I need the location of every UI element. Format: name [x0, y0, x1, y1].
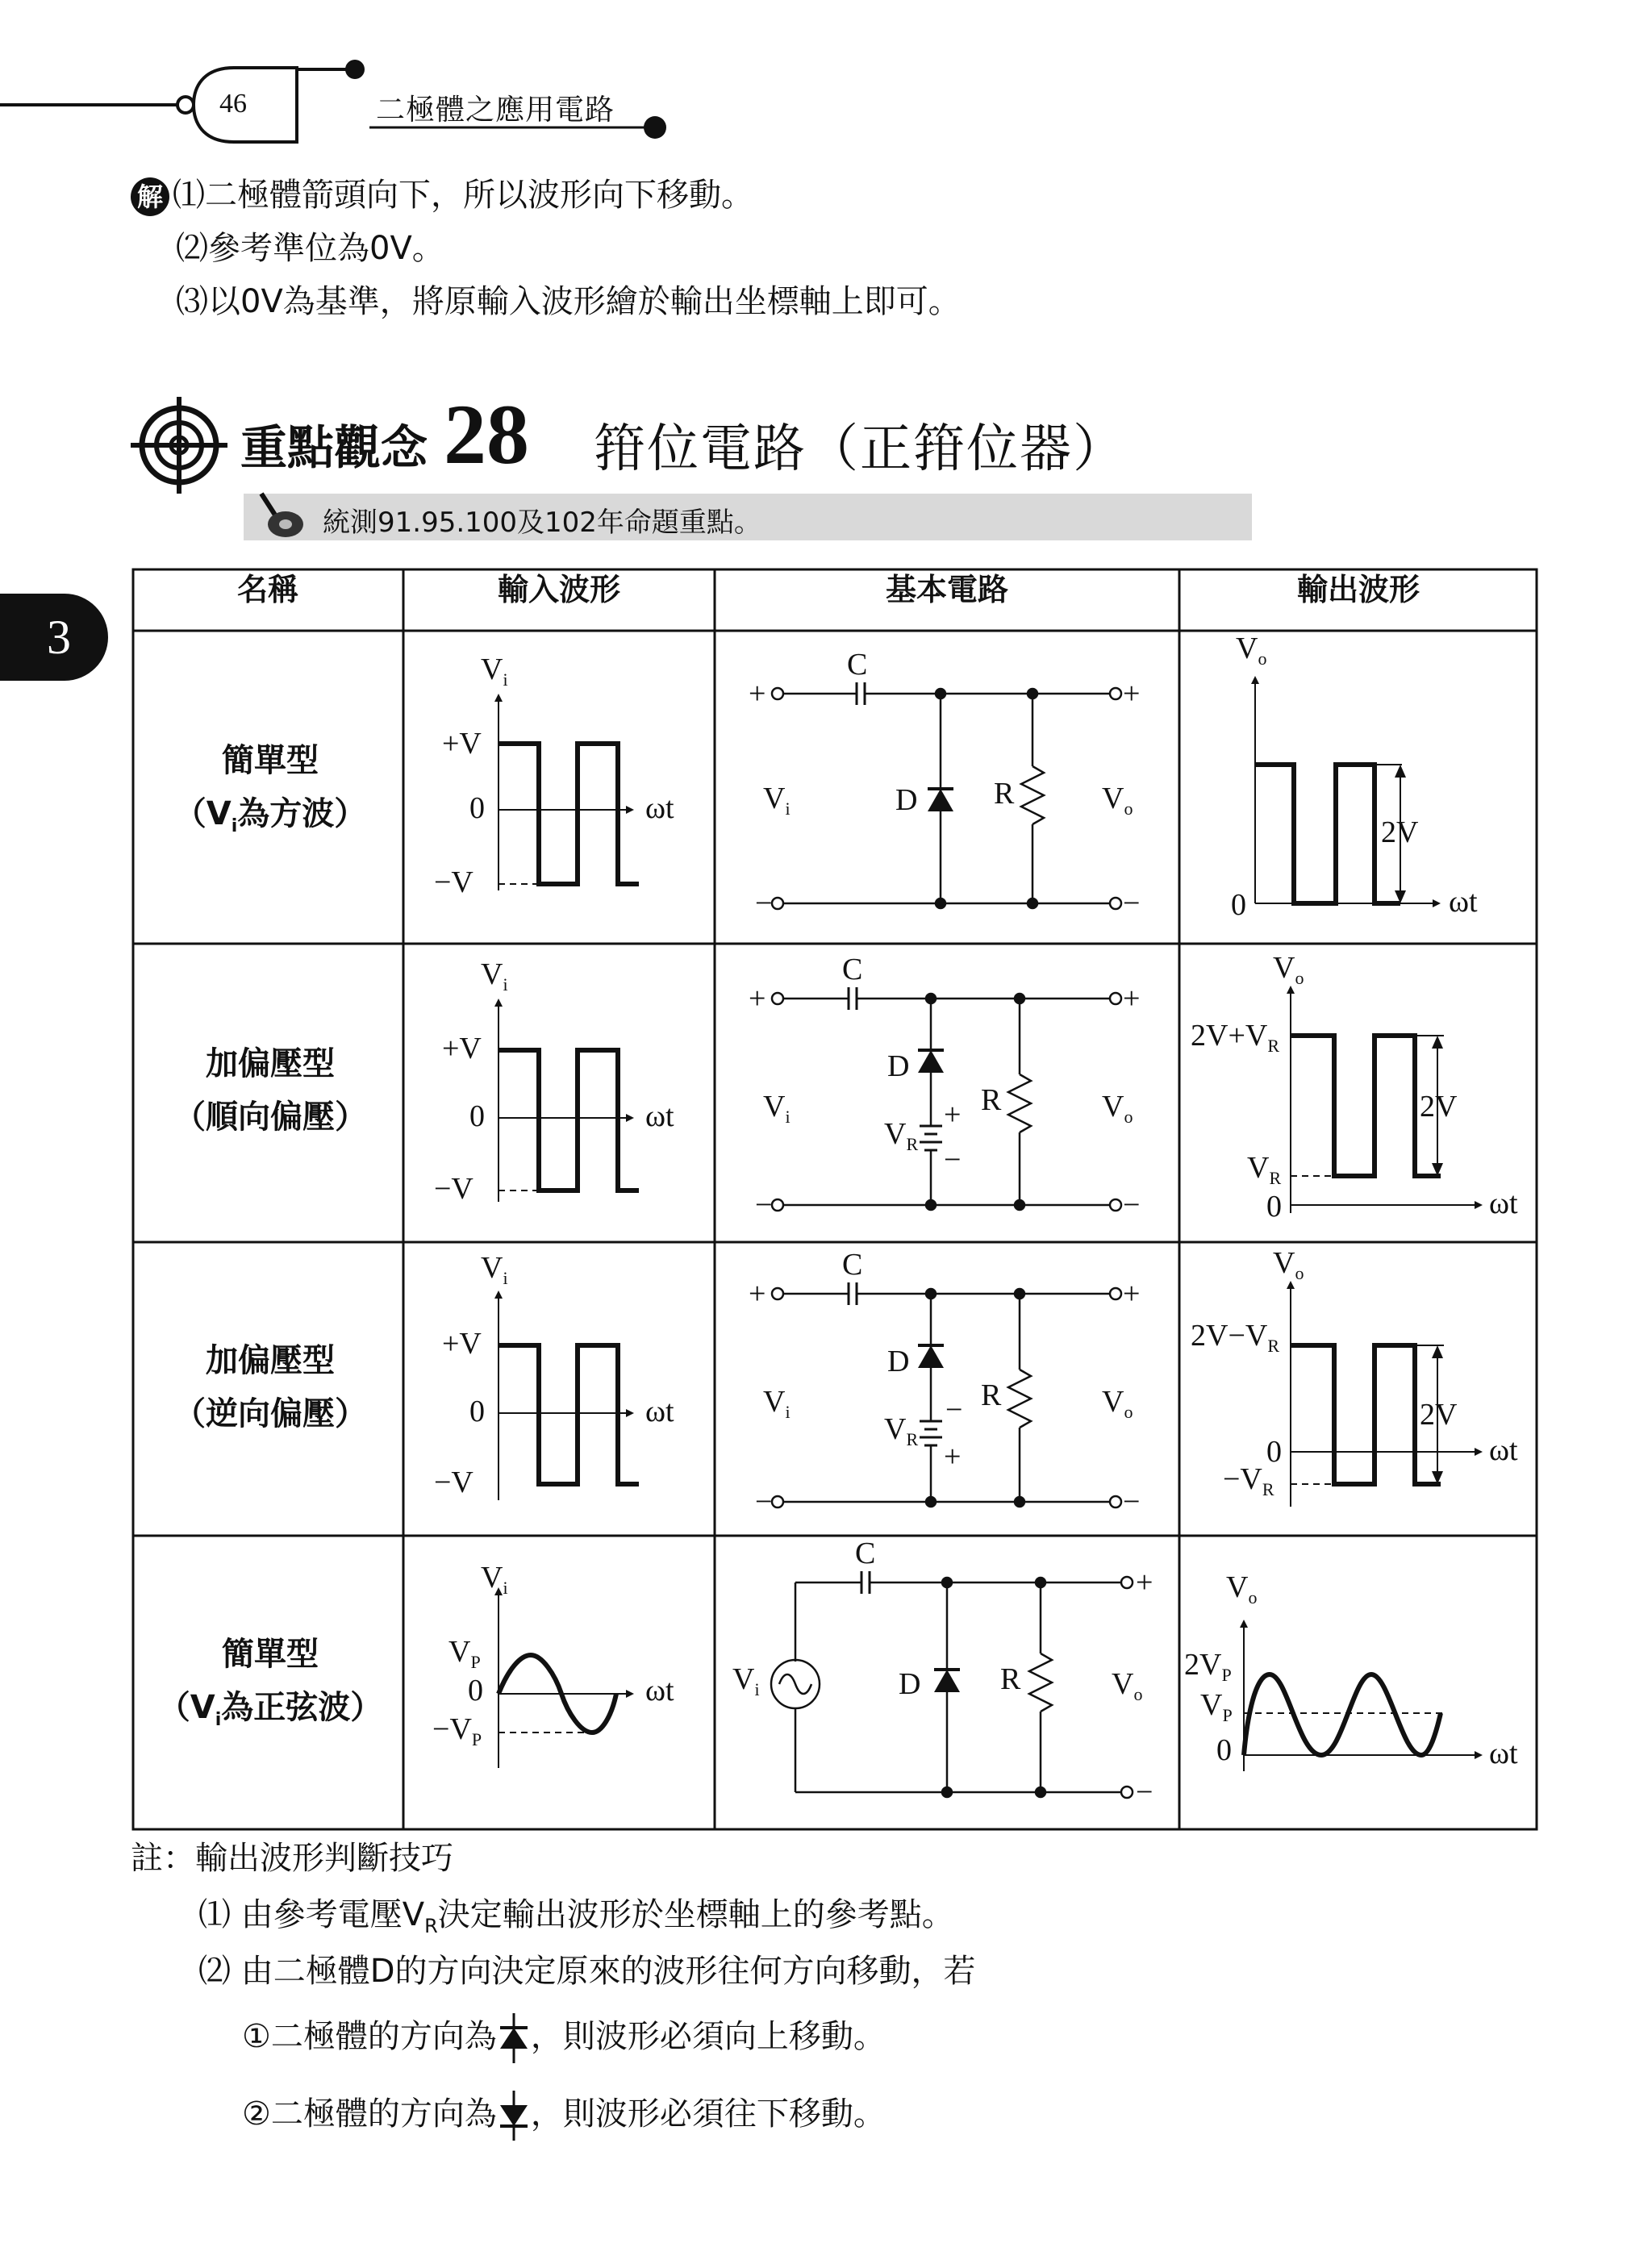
in1-negv: −V	[434, 865, 473, 899]
in2-negv: −V	[434, 1172, 473, 1206]
c3-vi: $V_i$	[763, 1385, 791, 1422]
row3-name: 加偏壓型 （逆向偏壓）	[173, 1342, 367, 1432]
in1-wt: ωt	[645, 791, 674, 825]
in3-vi: $V_i$	[481, 1251, 508, 1288]
c4-cap: C	[855, 1537, 876, 1570]
c2-vr: $V_R$	[884, 1117, 919, 1154]
in1-zero: 0	[469, 791, 485, 825]
c4-plus-out: +	[1136, 1566, 1153, 1599]
c2-vi: $V_i$	[763, 1090, 791, 1127]
in2-vi: $V_i$	[481, 957, 508, 994]
diode-up-icon	[497, 2013, 531, 2063]
o4-zero: 0	[1216, 1733, 1232, 1767]
in4-zero: 0	[468, 1674, 483, 1708]
c1-vi: $V_i$	[763, 782, 791, 819]
c3-vr-minus: −	[945, 1393, 963, 1427]
c3-r: R	[981, 1378, 1002, 1412]
c2-plus-out: +	[1123, 982, 1141, 1015]
o2-zero: 0	[1266, 1190, 1282, 1224]
o2-wt: ωt	[1489, 1186, 1518, 1220]
c1-cap: C	[847, 648, 868, 682]
solution-line-3: ⑶以0V為基準，將原輸入波形繪於輸出坐標軸上即可。	[176, 283, 961, 320]
c3-plus-out: +	[1123, 1277, 1141, 1311]
output-row1	[1255, 678, 1439, 903]
o3-wt: ωt	[1489, 1433, 1518, 1467]
in1-vi: $V_i$	[481, 653, 508, 690]
in4-negvp: $-V_P$	[432, 1712, 482, 1749]
row2-name: 加偏壓型 （順向偏壓）	[173, 1045, 367, 1136]
o3-zero: 0	[1266, 1435, 1282, 1469]
o1-wt: ωt	[1449, 885, 1478, 919]
row4-name: 簡單型 （$V_i$為正弦波）	[157, 1636, 383, 1730]
solution-line-2: ⑵參考準位為0V。	[176, 230, 444, 267]
chapter-title: 二極體之應用電路	[376, 94, 615, 127]
in2-zero: 0	[469, 1099, 485, 1133]
o2-vr: $V_R$	[1247, 1151, 1282, 1188]
row1-name: 簡單型 （$V_i$為方波）	[173, 742, 367, 836]
in2-posv: +V	[442, 1032, 482, 1065]
o2-vo: $V_o$	[1273, 951, 1304, 988]
header-input: 輸入波形	[497, 572, 620, 607]
o3-vo: $V_o$	[1273, 1246, 1304, 1283]
c2-d: D	[887, 1049, 910, 1083]
c2-vr-plus: +	[944, 1098, 962, 1132]
o2-2v: 2V	[1420, 1090, 1458, 1124]
c3-cap: C	[842, 1248, 863, 1282]
c3-minus-out: −	[1123, 1485, 1141, 1519]
notes-item2: ⑵ 由二極體D的方向決定原來的波形往何方向移動，若	[198, 1953, 976, 1990]
output-row3	[1291, 1282, 1481, 1507]
o2-top: $2V+V_R$	[1191, 1019, 1280, 1056]
solution-badge: 解	[131, 177, 169, 216]
c1-r: R	[994, 777, 1015, 811]
c4-r: R	[1000, 1662, 1021, 1696]
page-number: 46	[219, 89, 247, 119]
c1-d: D	[895, 783, 918, 817]
in3-zero: 0	[469, 1395, 485, 1428]
circuit-row4	[771, 1571, 1133, 1798]
o3-2v: 2V	[1420, 1398, 1458, 1432]
header-circuit: 基本電路	[885, 572, 1008, 607]
chapter-tab: 3	[0, 594, 108, 681]
c2-minus-in: −	[755, 1188, 773, 1222]
in3-negv: −V	[434, 1466, 473, 1499]
in4-vp: $V_P$	[448, 1635, 481, 1672]
o4-2vp: $2V_P$	[1184, 1648, 1232, 1685]
o3-neg: $-V_R$	[1223, 1462, 1274, 1499]
c4-d: D	[899, 1667, 921, 1701]
in1-posv: +V	[442, 727, 482, 761]
c3-vr-plus: +	[944, 1440, 962, 1474]
c2-r: R	[981, 1083, 1002, 1117]
c3-d: D	[887, 1345, 910, 1378]
c2-cap: C	[842, 953, 863, 986]
o1-vo: $V_o$	[1236, 632, 1267, 669]
o4-wt: ωt	[1489, 1737, 1518, 1770]
diode-down-icon	[497, 2091, 531, 2141]
notes-sub1: ①二極體的方向為 ，則波形必須向上移動。	[242, 2013, 886, 2063]
c1-vo: $V_o$	[1102, 782, 1133, 819]
c1-plus-out: +	[1123, 677, 1141, 711]
input-square-row3	[499, 1292, 639, 1500]
in3-wt: ωt	[645, 1395, 674, 1428]
concept-prefix: 重點觀念	[240, 420, 428, 475]
concept-title: 箝位電路（正箝位器）	[594, 419, 1126, 479]
notes-sub2: ②二極體的方向為 ，則波形必須往下移動。	[242, 2091, 886, 2141]
circuit-row1	[772, 682, 1121, 909]
input-square-row1	[499, 695, 639, 890]
c3-vo: $V_o$	[1102, 1385, 1133, 1422]
c1-plus-in: +	[749, 677, 766, 711]
notes-title: 註：輸出波形判斷技巧	[131, 1840, 453, 1877]
c3-minus-in: −	[755, 1485, 773, 1519]
in2-wt: ωt	[645, 1099, 674, 1133]
c3-vr: $V_R$	[884, 1412, 919, 1449]
c2-vr-minus: −	[944, 1143, 962, 1177]
c1-minus-out: −	[1123, 886, 1141, 920]
c4-minus-out: −	[1136, 1775, 1153, 1809]
exam-note: 統測91.95.100及102年命題重點。	[323, 507, 761, 539]
output-row4	[1244, 1621, 1481, 1771]
c4-vi: $V_i$	[732, 1662, 760, 1699]
header-output: 輸出波形	[1296, 572, 1420, 607]
c1-minus-in: −	[755, 886, 773, 920]
header-name: 名稱	[236, 572, 298, 607]
c2-minus-out: −	[1123, 1188, 1141, 1222]
c3-plus-in: +	[749, 1277, 766, 1311]
o1-zero: 0	[1231, 888, 1246, 922]
in4-wt: ωt	[645, 1674, 674, 1708]
solution-line-1: 解 ⑴二極體箭頭向下，所以波形向下移動。	[131, 174, 753, 216]
c4-vo: $V_o$	[1112, 1667, 1143, 1704]
notes-item1: ⑴ 由參考電壓$V_R$決定輸出波形於坐標軸上的參考點。	[198, 1896, 954, 1937]
input-square-row2	[499, 1000, 639, 1202]
o4-vp: $V_P$	[1200, 1688, 1233, 1725]
c2-plus-in: +	[749, 982, 766, 1015]
o4-vo: $V_o$	[1226, 1570, 1258, 1607]
c2-vo: $V_o$	[1102, 1090, 1133, 1127]
o1-2v: 2V	[1381, 815, 1419, 849]
input-sine-row4	[499, 1589, 632, 1768]
in3-posv: +V	[442, 1327, 482, 1361]
o3-top: $2V-V_R$	[1191, 1319, 1280, 1356]
in4-vi: $V_i$	[481, 1561, 508, 1598]
concept-number: 28	[444, 387, 529, 482]
